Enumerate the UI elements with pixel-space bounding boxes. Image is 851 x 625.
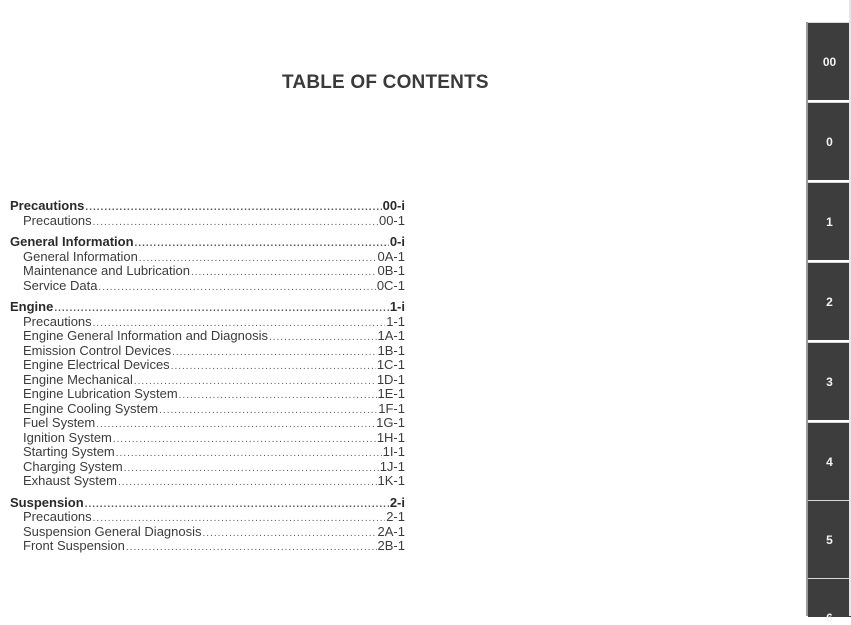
dot-leader: [54, 302, 388, 317]
entry-page: 00-1: [378, 212, 405, 228]
section-label: General Information: [10, 234, 134, 249]
entry-page: 2-1: [386, 509, 405, 524]
dot-leader: [179, 389, 377, 404]
section-tab-strip: [808, 22, 851, 625]
entry-label: Exhaust System: [23, 473, 117, 488]
toc-entry[interactable]: [10, 460, 405, 475]
section-tab-2[interactable]: [808, 262, 851, 340]
entry-label: Service Data: [23, 277, 98, 293]
entry-label: Precautions: [23, 509, 92, 524]
entry-page: 1I-1: [382, 444, 405, 459]
toc-entry[interactable]: [10, 474, 405, 489]
tab-label: 00: [822, 55, 837, 69]
entry-label: Starting System: [23, 444, 115, 459]
section-tab-1[interactable]: [808, 182, 851, 260]
dot-leader: [126, 541, 377, 556]
section-heading[interactable]: [10, 235, 405, 250]
section-tab-5[interactable]: [808, 500, 851, 578]
section-page: 1-i: [389, 299, 405, 314]
dot-leader: [191, 266, 377, 281]
section-page: 2-i: [389, 494, 405, 510]
toc-entry[interactable]: [10, 315, 405, 330]
entry-label: Precautions: [23, 313, 92, 329]
entry-label: Ignition System: [23, 429, 112, 445]
dot-leader: [159, 404, 377, 419]
tab-label: 3: [826, 375, 833, 389]
dot-leader: [85, 498, 389, 513]
entry-page: 0B-1: [377, 263, 405, 278]
section-tab-0[interactable]: [808, 102, 851, 180]
dot-leader: [203, 527, 377, 542]
toc-entry[interactable]: [10, 539, 405, 554]
tab-label: 4: [826, 455, 833, 469]
section-heading[interactable]: [10, 496, 405, 511]
entry-page: 1A-1: [377, 328, 405, 343]
dot-leader: [113, 433, 376, 448]
entry-label: Fuel System: [23, 415, 96, 430]
toc-section-general-information: [10, 235, 405, 293]
section-tab-6[interactable]: [808, 578, 851, 625]
entry-label: Engine Mechanical: [23, 371, 133, 387]
toc-entry[interactable]: [10, 525, 405, 540]
toc-entry[interactable]: [10, 416, 405, 431]
dot-leader: [172, 346, 376, 361]
toc-entry[interactable]: [10, 387, 405, 402]
toc-entry[interactable]: [10, 358, 405, 373]
toc-entry[interactable]: [10, 510, 405, 525]
entry-label: Maintenance and Lubrication: [23, 263, 190, 278]
table-of-contents: [10, 199, 405, 561]
section-tab-00[interactable]: [808, 22, 851, 100]
entry-label: Front Suspension: [23, 538, 125, 553]
tab-label: 5: [826, 533, 833, 547]
section-label: Engine: [10, 299, 54, 314]
entry-page: 2B-1: [377, 538, 405, 553]
section-heading[interactable]: [10, 300, 405, 315]
page-title: TABLE OF CONTENTS: [282, 72, 489, 93]
dot-leader: [93, 216, 378, 231]
entry-page: 0A-1: [377, 248, 405, 264]
entry-label: Charging System: [23, 458, 123, 474]
entry-page: 1K-1: [377, 473, 405, 488]
entry-label: Engine Cooling System: [23, 400, 159, 416]
toc-section-precautions: [10, 199, 405, 228]
dot-leader: [135, 237, 389, 252]
entry-page: 1J-1: [379, 458, 405, 474]
tab-label: 1: [826, 215, 833, 229]
dot-leader: [124, 462, 379, 477]
section-heading[interactable]: [10, 199, 405, 214]
entry-page: 1E-1: [377, 386, 405, 401]
dot-leader: [171, 360, 376, 375]
toc-section-suspension: [10, 496, 405, 554]
dot-leader: [118, 476, 377, 491]
toc-entry[interactable]: [10, 445, 405, 460]
entry-page: 2A-1: [377, 523, 405, 539]
entry-label: Emission Control Devices: [23, 342, 172, 358]
toc-entry[interactable]: [10, 214, 405, 229]
entry-label: Precautions: [23, 212, 92, 228]
toc-entry[interactable]: [10, 344, 405, 359]
toc-entry[interactable]: [10, 264, 405, 279]
tab-label: 0: [826, 135, 833, 149]
entry-label: Engine Electrical Devices: [23, 357, 170, 372]
section-tab-3[interactable]: [808, 342, 851, 420]
entry-label: Suspension General Diagnosis: [23, 523, 202, 539]
toc-section-engine: [10, 300, 405, 489]
toc-entry[interactable]: [10, 279, 405, 294]
section-page: 00-i: [382, 198, 405, 213]
section-label: Precautions: [10, 198, 85, 213]
section-page: 0-i: [389, 234, 405, 249]
entry-page: 1-1: [386, 313, 405, 329]
entry-label: Engine General Information and Diagnosis: [23, 328, 268, 343]
entry-page: 0C-1: [376, 277, 405, 293]
entry-label: Engine Lubrication System: [23, 386, 178, 401]
toc-entry[interactable]: [10, 373, 405, 388]
dot-leader: [96, 418, 375, 433]
dot-leader: [116, 447, 382, 462]
dot-leader: [98, 281, 375, 296]
toc-entry[interactable]: [10, 402, 405, 417]
entry-label: General Information: [23, 248, 138, 264]
toc-entry[interactable]: [10, 329, 405, 344]
dot-leader: [269, 331, 377, 346]
entry-page: 1D-1: [376, 371, 405, 387]
section-label: Suspension: [10, 494, 84, 510]
tab-label: 2: [826, 295, 833, 309]
section-tab-4[interactable]: [808, 422, 851, 500]
entry-page: 1B-1: [377, 342, 405, 358]
toc-entry[interactable]: [10, 250, 405, 265]
tab-label: 6: [826, 611, 833, 625]
dot-leader: [85, 201, 381, 216]
entry-page: 1F-1: [378, 400, 405, 416]
entry-page: 1H-1: [376, 429, 405, 445]
toc-entry[interactable]: [10, 431, 405, 446]
entry-page: 1G-1: [376, 415, 405, 430]
entry-page: 1C-1: [376, 357, 405, 372]
